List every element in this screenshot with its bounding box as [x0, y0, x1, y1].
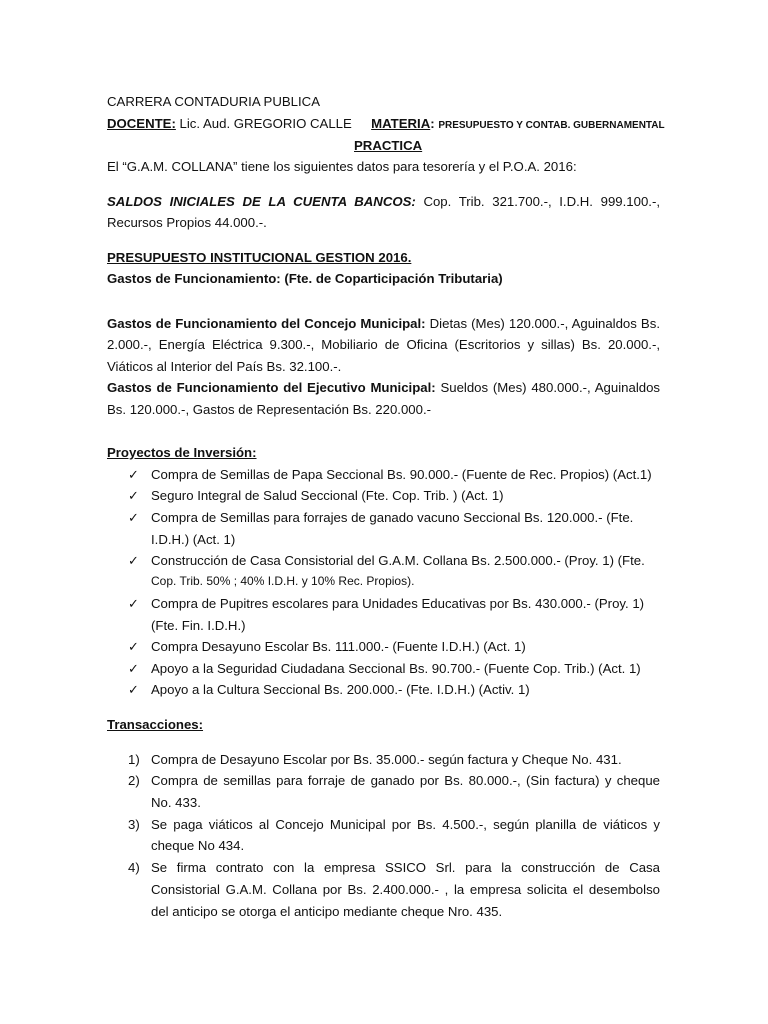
- docente-name: Lic. Aud. GREGORIO CALLE: [179, 116, 352, 131]
- check-icon: ✓: [128, 682, 139, 697]
- transaccion-number: 1): [128, 752, 140, 767]
- saldos-line-2: Recursos Propios 44.000.-.: [107, 215, 267, 230]
- proyecto-text: Apoyo a la Cultura Seccional Bs. 200.000.- (Fte. I.D.H.) (Activ. 1): [151, 682, 530, 697]
- transaccion-text-cont: cheque No 434.: [151, 838, 245, 853]
- proyecto-text-cont: Cop. Trib. 50% ; 40% I.D.H. y 10% Rec. Propios).: [151, 574, 415, 588]
- ejecutivo-values: Sueldos (Mes) 480.000.-, Aguinaldos: [440, 380, 661, 395]
- concejo-line-3: Viáticos al Interior del País Bs. 32.100.-.: [107, 359, 342, 374]
- concejo-line-2: 2.000.-, Energía Eléctrica 9.300.-, Mobiliario de Oficina (Escritorios y sillas) Bs. 20.000.-,: [107, 337, 660, 352]
- proyectos-title: Proyectos de Inversión:: [107, 445, 257, 460]
- check-icon: ✓: [128, 639, 139, 654]
- transaccion-number: 4): [128, 860, 140, 875]
- transaccion-text: Compra de semillas para forraje de ganado por Bs. 80.000.-, (Sin factura) y cheque: [151, 773, 660, 788]
- presupuesto-subtitle: Gastos de Funcionamiento: (Fte. de Coparticipación Tributaria): [107, 271, 503, 286]
- transaccion-text: Compra de Desayuno Escolar por Bs. 35.000.- según factura y Cheque No. 431.: [151, 752, 622, 767]
- check-icon: ✓: [128, 661, 139, 676]
- materia-label: MATERIA: [371, 116, 431, 131]
- transaccion-text-cont: No. 433.: [151, 795, 201, 810]
- check-icon: ✓: [128, 596, 139, 611]
- transaccion-text: Se firma contrato con la empresa SSICO Srl. para la construcción de Casa: [151, 860, 660, 875]
- docente-label: DOCENTE:: [107, 116, 176, 131]
- transaccion-number: 2): [128, 773, 140, 788]
- proyecto-text: Seguro Integral de Salud Seccional (Fte. Cop. Trib. ) (Act. 1): [151, 488, 504, 503]
- saldos-label: SALDOS INICIALES DE LA CUENTA BANCOS:: [107, 194, 416, 209]
- proyecto-text: Compra de Semillas para forrajes de ganado vacuno Seccional Bs. 120.000.- (Fte.: [151, 510, 634, 525]
- ejecutivo-line-2: Bs. 120.000.-, Gastos de Representación Bs. 220.000.-: [107, 402, 432, 417]
- ejecutivo-line-1: [107, 378, 660, 398]
- check-icon: ✓: [128, 467, 139, 482]
- transacciones-title: Transacciones:: [107, 717, 204, 732]
- concejo-values: Dietas (Mes) 120.000.-, Aguinaldos Bs.: [429, 316, 660, 331]
- presupuesto-title: PRESUPUESTO INSTITUCIONAL GESTION 2016.: [107, 250, 412, 265]
- transaccion-text-cont: del anticipo se otorga el anticipo mediante cheque Nro. 435.: [151, 904, 503, 919]
- materia-colon: :: [430, 116, 435, 131]
- proyecto-text-cont: (Fte. Fin. I.D.H.): [151, 618, 246, 633]
- proyecto-text: Construcción de Casa Consistorial del G.A.M. Collana Bs. 2.500.000.- (Proy. 1) (Fte.: [151, 553, 645, 568]
- check-icon: ✓: [128, 510, 139, 525]
- materia-value: PRESUPUESTO Y CONTAB. GUBERNAMENTAL: [438, 120, 665, 131]
- practica-heading: PRACTICA: [354, 138, 423, 153]
- check-icon: ✓: [128, 553, 139, 568]
- transaccion-text: Se paga viáticos al Concejo Municipal por Bs. 4.500.-, según planilla de viáticos y: [151, 817, 660, 832]
- transaccion-text-cont: Consistorial G.A.M. Collana por Bs. 2.400.000.- , la empresa solicita el desembolso: [151, 882, 660, 897]
- proyecto-text: Apoyo a la Seguridad Ciudadana Seccional Bs. 90.700.- (Fuente Cop. Trib.) (Act. 1): [151, 661, 641, 676]
- proyecto-text: Compra de Pupitres escolares para Unidades Educativas por Bs. 430.000.- (Proy. 1): [151, 596, 645, 611]
- carrera-heading: CARRERA CONTADURIA PUBLICA: [107, 94, 320, 109]
- saldos-values: Cop. Trib. 321.700.-, I.D.H. 999.100.-,: [423, 194, 661, 209]
- ejecutivo-label: Gastos de Funcionamiento del Ejecutivo Municipal:: [107, 380, 436, 395]
- saldos-line-1: [107, 192, 660, 212]
- proyecto-text: Compra Desayuno Escolar Bs. 111.000.- (Fuente I.D.H.) (Act. 1): [151, 639, 526, 654]
- check-icon: ✓: [128, 488, 139, 503]
- transaccion-number: 3): [128, 817, 140, 832]
- proyecto-text: Compra de Semillas de Papa Seccional Bs. 90.000.- (Fuente de Rec. Propios) (Act.1): [151, 467, 652, 482]
- concejo-line-1: [107, 314, 660, 334]
- proyecto-text-cont: I.D.H.) (Act. 1): [151, 532, 236, 547]
- concejo-label: Gastos de Funcionamiento del Concejo Municipal:: [107, 316, 426, 331]
- intro-text: El “G.A.M. COLLANA” tiene los siguientes datos para tesorería y el P.O.A. 2016:: [107, 159, 577, 174]
- docente-line: [107, 114, 665, 136]
